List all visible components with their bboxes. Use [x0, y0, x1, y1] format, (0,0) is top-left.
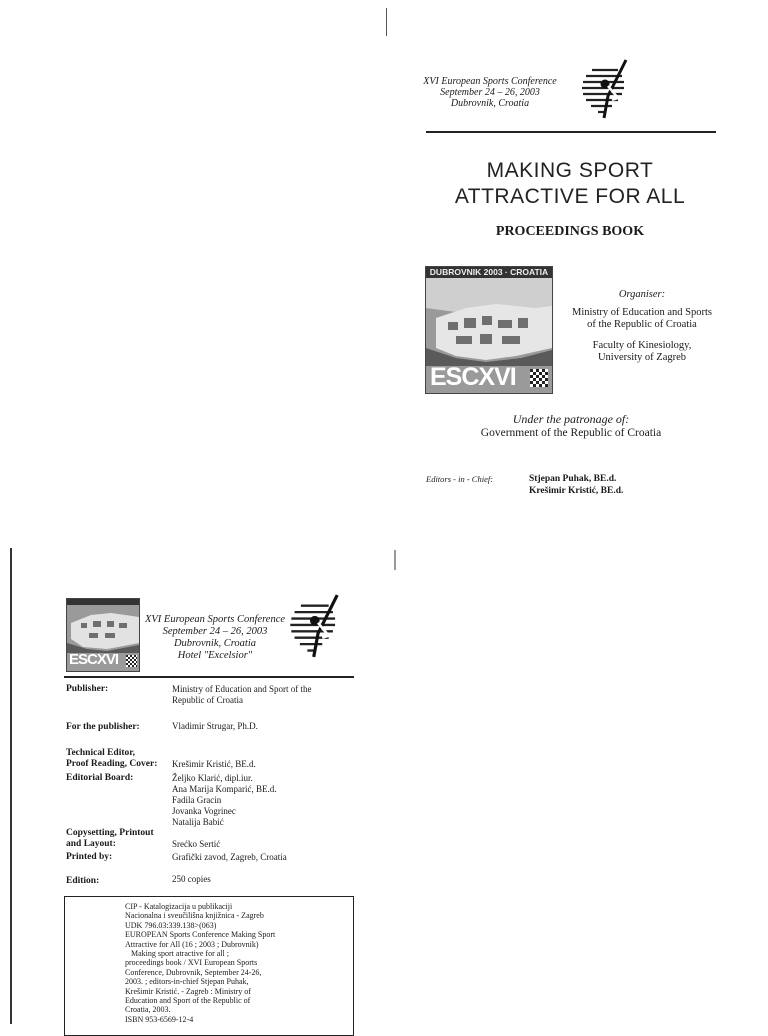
cip-line: proceedings book / XVI European Sports — [125, 958, 258, 968]
printed-by-label: Printed by: — [66, 852, 113, 862]
board-member: Natalija Babić — [172, 817, 224, 827]
cip-line: Making sport atractive for all ; — [125, 949, 229, 959]
binding-mark — [394, 550, 396, 570]
editors-names — [529, 473, 623, 497]
book-subtitle: PROCEEDINGS BOOK — [495, 224, 645, 239]
cover-photo — [425, 266, 553, 394]
patronage-text: Government of the Republic of Croatia — [480, 427, 662, 439]
editorial-board-members — [172, 773, 352, 828]
editors-label: Editors - in - Chief: — [426, 474, 494, 484]
conference-name: XVI European Sports Conference — [423, 76, 557, 87]
edition-label: Edition: — [66, 876, 100, 886]
cip-line: Conference, Dubrovnik, September 24-26, — [125, 967, 262, 977]
editorial-board-label: Editorial Board: — [66, 773, 134, 783]
organiser-1-line-2: of the Republic of Croatia — [587, 319, 697, 330]
publisher-value — [172, 684, 352, 706]
conference-name: XVI European Sports Conference — [144, 614, 286, 625]
copysetting-label-line-1: Copysetting, Printout — [66, 828, 154, 838]
cip-line: CIP - Katalogizacija u publikaciji — [125, 902, 233, 911]
conference-info — [142, 614, 288, 662]
cip-line: Nacionalna i sveučilišna knjižnica - Zagreb — [125, 911, 264, 921]
technical-editor-label-line-1: Technical Editor, — [66, 748, 135, 758]
checkerboard-icon — [530, 369, 548, 387]
organiser-block — [562, 289, 722, 364]
conference-dates: September 24 – 26, 2003 — [440, 87, 540, 98]
for-publisher-label: For the publisher: — [66, 722, 140, 732]
cip-line: Krešimir Kristić. - Zagreb : Ministry of — [125, 986, 251, 996]
technical-editor-value: Krešimir Kristić, BE.d. — [172, 759, 256, 769]
conference-location: Dubrovnik, Croatia — [173, 638, 257, 649]
cip-line: Attractive for All (16 ; 2003 ; Dubrovnik) — [125, 939, 259, 949]
title-line-2: ATTRACTIVE FOR ALL — [454, 185, 686, 208]
board-member: Ana Marija Komparić, BE.d. — [172, 784, 277, 794]
printed-by-value: Grafički zavod, Zagreb, Croatia — [172, 852, 287, 862]
patronage-block — [420, 412, 722, 441]
publisher-label: Publisher: — [66, 684, 109, 694]
organiser-heading: Organiser: — [618, 289, 666, 300]
edition-value: 250 copies — [172, 874, 211, 884]
copysetting-value: Srećko Sertić — [172, 839, 221, 849]
publisher-value-line-2: Republic of Croatia — [172, 695, 243, 705]
photo-banner: DUBROVNIK 2003 · CROATIA — [426, 267, 552, 278]
title-line-1: MAKING SPORT — [486, 159, 654, 182]
book-title — [420, 158, 720, 210]
imprint-page — [0, 540, 768, 1024]
technical-editor-label-line-2: Proof Reading, Cover: — [66, 759, 158, 769]
patronage-heading: Under the patronage of: — [512, 412, 630, 426]
copysetting-label-line-2: and Layout: — [66, 839, 116, 849]
checkerboard-icon — [126, 655, 137, 667]
conference-emblem-icon — [578, 56, 638, 122]
conference-info — [420, 76, 560, 109]
binding-mark — [386, 8, 387, 36]
cip-line: Croatia, 2003. — [125, 1005, 171, 1015]
organiser-2-line-2: University of Zagreb — [597, 352, 687, 363]
copysetting-label — [66, 828, 176, 850]
technical-editor-label — [66, 748, 176, 770]
publisher-value-line-1: Ministry of Education and Sport of the — [172, 684, 312, 694]
board-member: Fadila Gracin — [172, 795, 222, 805]
conference-dates: September 24 – 26, 2003 — [162, 626, 268, 637]
cip-line: EUROPEAN Sports Conference Making Sport — [125, 930, 276, 940]
cip-line: UDK 796.03:339.138>(063) — [125, 920, 217, 930]
organiser-2-line-1: Faculty of Kinesiology, — [592, 340, 692, 351]
editor-name-2: Krešimir Kristić, BE.d. — [529, 486, 624, 496]
small-photo — [66, 598, 140, 672]
escxvi-logo: ESCXVI — [69, 651, 119, 668]
organiser-1-line-1: Ministry of Education and Sports — [572, 307, 712, 318]
header-rule — [426, 131, 716, 133]
conference-location: Dubrovnik, Croatia — [450, 98, 530, 109]
cip-text — [125, 902, 345, 1024]
cip-line: ISBN 953-6569-12-4 — [125, 1014, 194, 1024]
board-member: Jovanka Vogrinec — [172, 806, 236, 816]
board-member: Željko Klarić, dipl.iur. — [172, 773, 253, 783]
conference-emblem-icon — [286, 590, 350, 662]
escxvi-logo: ESCXVI — [430, 363, 516, 391]
cip-record — [64, 896, 354, 1036]
header-rule — [64, 676, 354, 678]
cip-line: Education and Sport of the Republic of — [125, 996, 251, 1006]
cip-line: 2003. ; editors-in-chief Stjepan Puhak, — [125, 977, 249, 987]
page-edge — [10, 548, 12, 1024]
for-publisher-value: Vladimir Strugar, Ph.D. — [172, 721, 258, 731]
editor-name-1: Stjepan Puhak, BE.d. — [529, 474, 617, 484]
conference-venue: Hotel "Excelsior" — [177, 650, 253, 661]
